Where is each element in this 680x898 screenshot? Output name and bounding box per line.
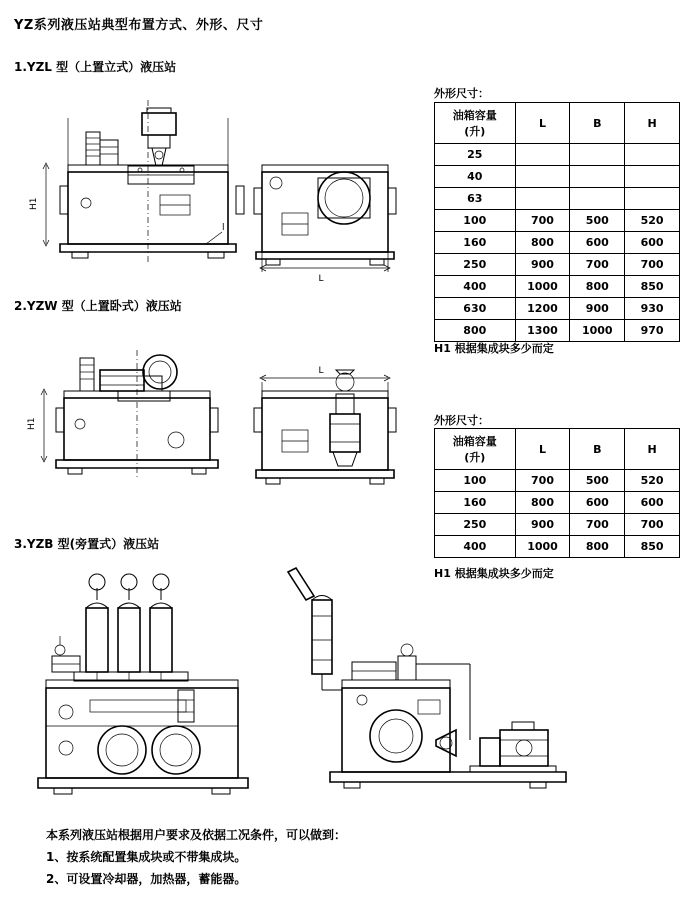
cell-capacity: 100 xyxy=(435,210,516,232)
cell-L: 800 xyxy=(515,232,570,254)
cell-capacity: 25 xyxy=(435,144,516,166)
header-capacity-unit: (升) xyxy=(464,125,486,138)
cell-capacity: 160 xyxy=(435,492,516,514)
table-row xyxy=(435,514,680,536)
footer-line-3: 2、可设置冷却器，加热器，蓄能器。 xyxy=(46,872,247,886)
table-note-2: H1 根据集成块多少而定 xyxy=(434,567,554,580)
cell-L: 1300 xyxy=(515,320,570,342)
cell-B: 600 xyxy=(570,492,625,514)
cell-H xyxy=(625,166,680,188)
cell-B xyxy=(570,144,625,166)
cell-H: 700 xyxy=(625,254,680,276)
cell-capacity: 250 xyxy=(435,514,516,536)
table-row xyxy=(435,492,680,514)
svg-text:L: L xyxy=(318,366,324,376)
cell-capacity: 400 xyxy=(435,536,516,558)
cell-capacity: 40 xyxy=(435,166,516,188)
header-capacity-unit: (升) xyxy=(464,451,486,464)
dimension-table-yzw xyxy=(434,428,680,558)
table-row xyxy=(435,232,680,254)
header-H: H xyxy=(625,103,680,144)
cell-B: 700 xyxy=(570,514,625,536)
cell-B xyxy=(570,188,625,210)
svg-text:l: l xyxy=(222,223,225,233)
cell-B: 1000 xyxy=(570,320,625,342)
cell-capacity: 630 xyxy=(435,298,516,320)
cell-H: 600 xyxy=(625,492,680,514)
cell-L: 1200 xyxy=(515,298,570,320)
cell-L: 800 xyxy=(515,492,570,514)
cell-L: 900 xyxy=(515,514,570,536)
table-row xyxy=(435,276,680,298)
drawing-yzl-front xyxy=(29,100,244,262)
cell-capacity: 800 xyxy=(435,320,516,342)
cell-H: 850 xyxy=(625,276,680,298)
header-capacity xyxy=(435,429,516,470)
header-L: L xyxy=(515,429,570,470)
footer-line-1: 本系列液压站根据用户要求及依据工况条件，可以做到： xyxy=(46,828,347,842)
header-capacity xyxy=(435,103,516,144)
header-L: L xyxy=(515,103,570,144)
cell-B: 500 xyxy=(570,210,625,232)
cell-capacity: 63 xyxy=(435,188,516,210)
table-row xyxy=(435,210,680,232)
drawing-yzw-front xyxy=(27,350,218,478)
cell-B: 800 xyxy=(570,276,625,298)
cell-B: 500 xyxy=(570,470,625,492)
cell-B xyxy=(570,166,625,188)
header-capacity-main: 油箱容量 xyxy=(452,435,497,448)
cell-L: 1000 xyxy=(515,536,570,558)
section-label-yzl: 1.YZL 型（上置立式）液压站 xyxy=(14,60,177,74)
cell-B: 800 xyxy=(570,536,625,558)
header-capacity-main: 油箱容量 xyxy=(452,109,497,122)
table-row xyxy=(435,188,680,210)
cell-H xyxy=(625,188,680,210)
table-row xyxy=(435,298,680,320)
drawing-yzw-side xyxy=(254,366,396,484)
table-row xyxy=(435,144,680,166)
table-row xyxy=(435,320,680,342)
cell-capacity: 100 xyxy=(435,470,516,492)
header-B: B xyxy=(570,103,625,144)
cell-capacity: 400 xyxy=(435,276,516,298)
dimension-table-yzl xyxy=(434,102,680,342)
drawing-yzl-side xyxy=(254,165,396,284)
section-label-yzw: 2.YZW 型（上置卧式）液压站 xyxy=(14,299,182,313)
drawing-yzb-left xyxy=(38,574,248,794)
cell-H: 930 xyxy=(625,298,680,320)
page-title: YZ系列液压站典型布置方式、外形、尺寸 xyxy=(14,18,264,33)
cell-H xyxy=(625,144,680,166)
table-caption-2: 外形尺寸： xyxy=(434,414,489,427)
cell-L xyxy=(515,166,570,188)
cell-H: 700 xyxy=(625,514,680,536)
footer-line-2: 1、按系统配置集成块或不带集成块。 xyxy=(46,850,247,864)
cell-L xyxy=(515,188,570,210)
table-header-row xyxy=(435,103,680,144)
cell-H: 520 xyxy=(625,210,680,232)
header-B: B xyxy=(570,429,625,470)
drawing-yzb-right xyxy=(288,568,566,788)
cell-L: 700 xyxy=(515,210,570,232)
section-label-yzb: 3.YZB 型(旁置式）液压站 xyxy=(14,537,160,551)
cell-H: 520 xyxy=(625,470,680,492)
cell-L xyxy=(515,144,570,166)
table-row xyxy=(435,166,680,188)
table-header-row xyxy=(435,429,680,470)
svg-text:H1: H1 xyxy=(29,197,39,210)
cell-capacity: 160 xyxy=(435,232,516,254)
table-row xyxy=(435,470,680,492)
table-row xyxy=(435,536,680,558)
cell-B: 600 xyxy=(570,232,625,254)
svg-text:H1: H1 xyxy=(27,417,37,430)
footer-notes xyxy=(46,824,346,890)
cell-L: 1000 xyxy=(515,276,570,298)
cell-H: 970 xyxy=(625,320,680,342)
svg-text:L: L xyxy=(318,274,324,284)
cell-L: 900 xyxy=(515,254,570,276)
table-caption-1: 外形尺寸： xyxy=(434,87,489,100)
cell-capacity: 250 xyxy=(435,254,516,276)
cell-L: 700 xyxy=(515,470,570,492)
cell-H: 850 xyxy=(625,536,680,558)
table-row xyxy=(435,254,680,276)
header-H: H xyxy=(625,429,680,470)
cell-H: 600 xyxy=(625,232,680,254)
cell-B: 700 xyxy=(570,254,625,276)
table-note-1: H1 根据集成块多少而定 xyxy=(434,342,554,355)
cell-B: 900 xyxy=(570,298,625,320)
